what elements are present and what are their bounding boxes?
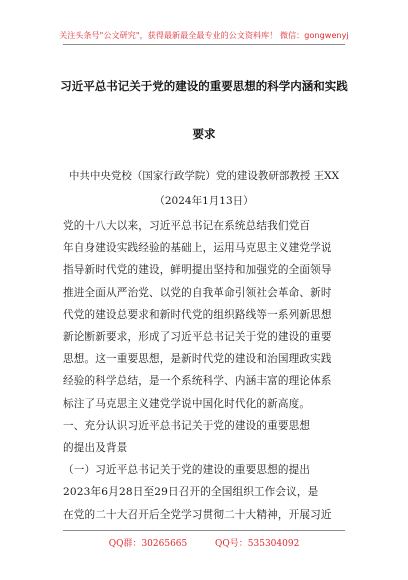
body-line: 党的十八大以来，习近平总书记在系统总结我们党百 bbox=[63, 220, 311, 232]
footer-qq-number: QQ号：535304092 bbox=[215, 539, 300, 549]
document-title: 习近平总书记关于党的建设的重要思想的科学内涵和实践 bbox=[60, 79, 348, 93]
body-line: 思想。这一重要思想，是新时代党的建设和治国理政实践 bbox=[63, 353, 332, 366]
header-divider bbox=[63, 44, 345, 45]
body-line: 推进全面从严治党、以党的自我革命引领社会革命、新时 bbox=[63, 286, 332, 299]
body-line: 经验的科学总结，是一个系统科学、内涵丰富的理论体系 bbox=[63, 375, 332, 388]
body-line: （一）习近平总书记关于党的建设的重要思想的提出 bbox=[63, 464, 311, 477]
body-line: 指导新时代党的建设，鲜明提出坚持和加强党的全面领导 bbox=[63, 264, 332, 277]
body-line: 代党的建设总要求和新时代党的组织路线等一系列新思想 bbox=[63, 308, 332, 321]
body-line: 新论断新要求，形成了习近平总书记关于党的建设的重要 bbox=[63, 331, 332, 343]
document-title-continued: 要求 bbox=[192, 127, 216, 141]
body-line: 在党的二十大召开后全党学习贯彻二十大精神，开展习近 bbox=[63, 508, 332, 521]
date-line: （2024年1月13日） bbox=[154, 195, 254, 207]
body-line: 一、充分认识习近平总书记关于党的建设的重要思想 bbox=[63, 419, 311, 432]
body-line: 标注了马克思主义建党学说中国化时代化的新高度。 bbox=[63, 397, 311, 410]
body-line: 年自身建设实践经验的基础上，运用马克思主义建党学说 bbox=[63, 242, 332, 255]
header-banner: 关注头条号"公文研究"，获得最新最全最专业的公文资料库！ 微信：gongwenyj bbox=[59, 31, 349, 40]
body-line: 2023年6月28日至29日召开的全国组织工作会议，是 bbox=[63, 486, 319, 499]
body-line: 的提出及背景 bbox=[63, 442, 128, 454]
footer bbox=[0, 536, 408, 549]
footer-qq-group: QQ群：30265665 bbox=[108, 539, 188, 549]
author-line: 中共中央党校（国家行政学院）党的建设教研部教授 王XX bbox=[68, 170, 340, 182]
footer-divider bbox=[63, 530, 345, 531]
